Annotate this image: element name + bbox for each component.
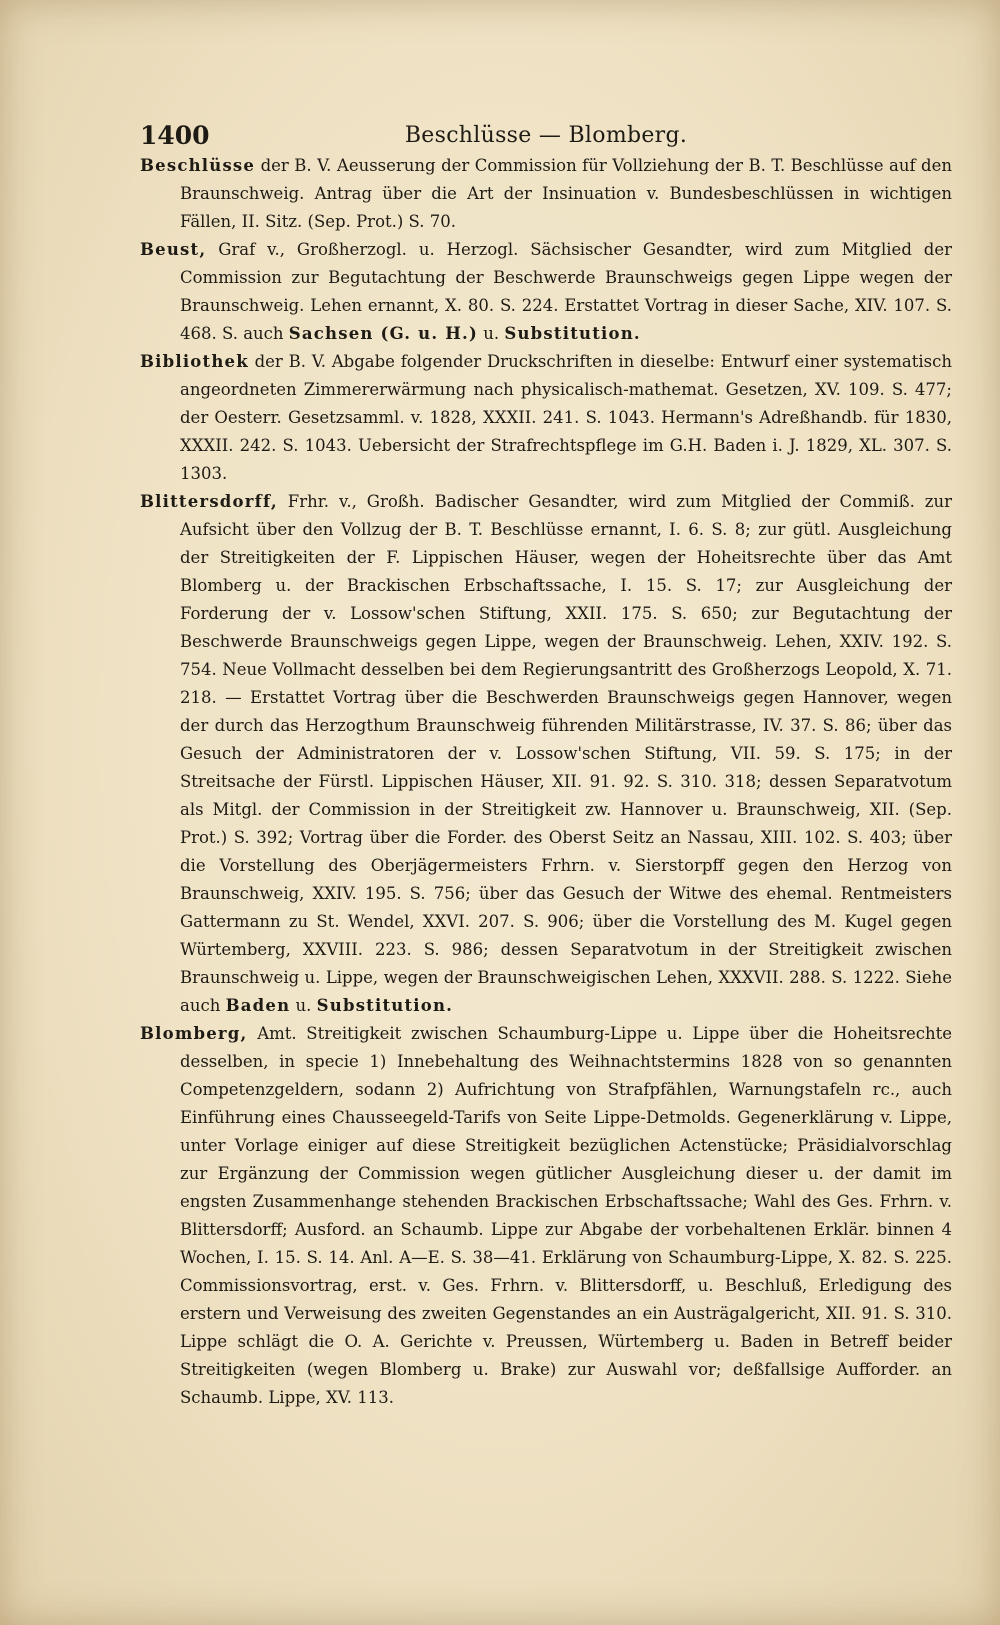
index-entry-beschluesse [140, 152, 952, 236]
entry-headword: Beschlüsse [140, 156, 256, 175]
page-number: 1400 [140, 121, 210, 150]
page-header [140, 100, 952, 150]
entry-text: Frhr. v., Großh. Badischer Gesandter, wird zum Mitglied der Commiß. zur Aufsicht über den Vollzug der B. T. Beschlüsse ernannt, I. 6. S. 8; zur gütl. Ausgleichung der Streitigkeiten der F. Lippischen Häuser, wegen der Hoheitsrechte über das Amt Blomberg u. der Brackischen Erbschaftssache, I. 15. S. 17; zur Ausgleichung der Forderung der v. Lossow'schen Stiftung, XXII. 175. S. 650; zur Begutachtung der Beschwerde Braunschweigs gegen Lippe, wegen der Braunschweig. Lehen, XXIV. 192. S. 754. Neue Vollmacht desselben bei dem Regierungsantritt des Großherzogs Leopold, X. 71. 218. — Erstattet Vortrag über die Beschwerden Braunschweigs gegen Hannover, wegen der durch das Herzogthum Braunschweig führenden Militärstrasse, IV. 37. S. 86; über das Gesuch der Administratoren der v. Lossow'schen Stiftung, VII. 59. S. 175; in der Streitsache der Fürstl. Lippischen Häuser, XII. 91. 92. S. 310. 318; dessen Separatvotum als Mitgl. der Commission in der Streitigkeit zw. Hannover u. Braunschweig, XII. (Sep. Prot.) S. 392; Vortrag über die Forder. des Oberst Seitz an Nassau, XIII. 102. S. 403; über die Vorstellung des Oberjägermeisters Frhrn. v. Sierstorpff gegen den Herzog von Braunschweig, XXIV. 195. S. 756; über das Gesuch der Witwe des ehemal. Rentmeisters Gattermann zu St. Wendel, XXVI. 207. S. 906; über die Vorstellung des M. Kugel gegen Würtemberg, XXVIII. 223. S. 986; dessen Separatvotum in der Streitigkeit zwischen Braunschweig u. Lippe, wegen der Braunschweigischen Lehen, XXXVII. 288. S. 1222. Siehe auch [180, 492, 952, 1015]
entry-text: Graf v., Großherzogl. u. Herzogl. Sächsischer Gesandter, wird zum Mitglied der Commission zur Begutachtung der Beschwerde Braunschweigs gegen Lippe wegen der Braunschweig. Lehen ernannt, X. 80. S. 224. Erstattet Vortrag in dieser Sache, XIV. 107. S. 468. S. auch [180, 240, 953, 343]
entry-text: der B. V. Abgabe folgender Druckschriften in dieselbe: Entwurf einer systematisch angeordneten Zimmererwärmung nach physicalisch-mathemat. Gesetzen, XV. 109. S. 477; der Oesterr. Gesetzsamml. v. 1828, XXXII. 241. S. 1043. Hermann's Adreßhandb. für 1830, XXXII. 242. S. 1043. Uebersicht der Strafrechtspflege im G.H. Baden i. J. 1829, XL. 307. S. 1303. [180, 352, 952, 483]
entry-headword: Blittersdorff, [140, 492, 278, 511]
cross-reference: Substitution. [504, 324, 641, 343]
entry-headword: Blomberg, [140, 1024, 248, 1043]
index-entry-beust [140, 236, 952, 348]
index-entry-blittersdorff [140, 488, 952, 1020]
index-entries [140, 152, 952, 1412]
entry-text: der B. V. Aeusserung der Commission für Vollziehung der B. T. Beschlüsse auf den Braunschweig. Antrag über die Art der Insinuation v. Bundesbeschlüssen in wichtigen Fällen, II. Sitz. (Sep. Prot.) S. 70. [180, 156, 952, 231]
cross-reference: Sachsen (G. u. H.) [288, 324, 478, 343]
entry-text-joiner: u. [295, 996, 312, 1015]
index-entry-blomberg [140, 1020, 952, 1412]
index-entry-bibliothek [140, 348, 952, 488]
cross-reference: Substitution. [316, 996, 454, 1015]
entry-headword: Bibliothek [140, 352, 249, 371]
entry-text-joiner: u. [483, 324, 500, 343]
page-text-block [140, 100, 952, 1412]
entry-headword: Beust, [140, 240, 207, 259]
entry-text: Amt. Streitigkeit zwischen Schaumburg-Lippe u. Lippe über die Hoheitsrechte desselben, in specie 1) Innebehaltung des Weihnachtstermins 1828 von so genannten Competenzgeldern, sodann 2) Aufrichtung von Strafpfählen, Warnungstafeln rc., auch Einführung eines Chausseegeld-Tarifs von Seite Lippe-Detmolds. Gegenerklärung v. Lippe, unter Vorlage einiger auf diese Streitigkeit bezüglichen Actenstücke; Präsidialvorschlag zur Ergänzung der Commission wegen gütlicher Ausgleichung dieser u. der damit im engsten Zusammenhange stehenden Brackischen Erbschaftssache; Wahl des Ges. Frhrn. v. Blittersdorff; Ausford. an Schaumb. Lippe zur Abgabe der vorbehaltenen Erklär. binnen 4 Wochen, I. 15. S. 14. Anl. A—E. S. 38—41. Erklärung von Schaumburg-Lippe, X. 82. S. 225. Commissionsvortrag, erst. v. Ges. Frhrn. v. Blittersdorff, u. Beschluß, Erledigung des erstern und Verweisung des zweiten Gegenstandes an ein Austrägalgericht, XII. 91. S. 310. Lippe schlägt die O. A. Gerichte v. Preussen, Würtemberg u. Baden in Betreff beider Streitigkeiten (wegen Blomberg u. Brake) zur Auswahl vor; deßfallsige Aufforder. an Schaumb. Lippe, XV. 113. [180, 1024, 952, 1407]
running-title: Beschlüsse — Blomberg. [404, 123, 688, 148]
cross-reference: Baden [225, 996, 291, 1015]
